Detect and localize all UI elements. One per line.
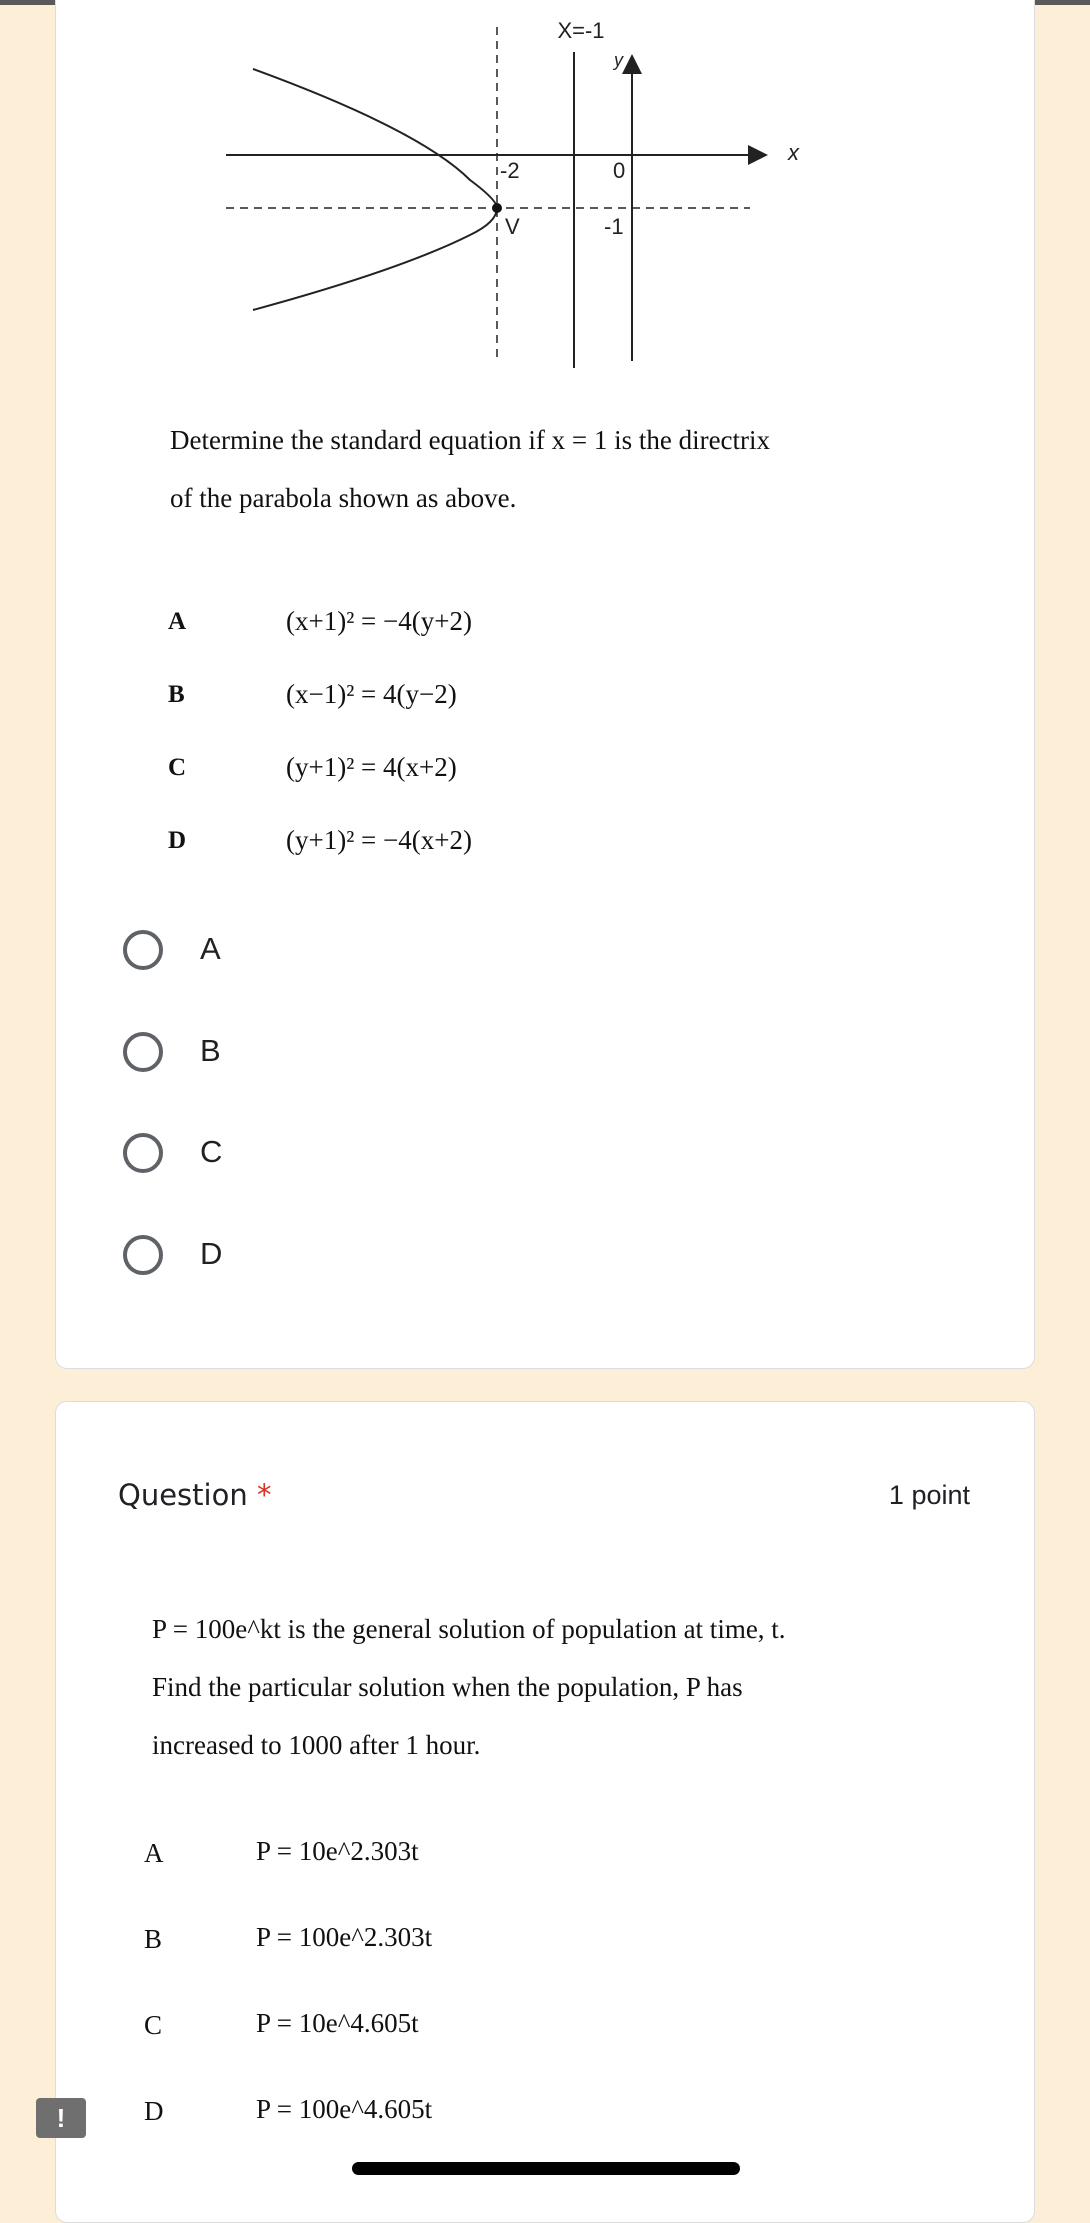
choice-label-a[interactable]: A [200,931,221,966]
radio-choice-a[interactable] [123,930,163,970]
printed-option-letter: A [168,608,187,635]
tick-0: 0 [613,158,626,183]
printed-option-equation: P = 100e^2.303t [256,1922,433,1952]
choice-label-b[interactable]: B [200,1033,221,1068]
radio-choice-b[interactable] [123,1032,163,1072]
question-title: Question * [118,1478,272,1512]
parabola-graph [0,0,1090,430]
printed-option-letter: D [168,827,187,854]
x-axis-label: x [788,140,799,165]
alert-badge-icon[interactable]: ! [36,2098,86,2138]
tick-neg1: -1 [604,214,624,239]
printed-option-letter: C [168,754,187,781]
printed-option-equation: (x+1)² = −4(y+2) [286,606,472,636]
vertex-label: V [505,214,520,239]
required-asterisk: * [256,1478,272,1512]
printed-option-letter: B [144,1924,163,1954]
vertex-point [492,203,502,213]
printed-option-letter: B [168,681,185,708]
question1-text: Determine the standard equation if x = 1 is the directrix of the parabola shown as above. [170,425,771,513]
printed-option-equation: (y+1)² = −4(x+2) [286,825,472,855]
radio-choice-d[interactable] [123,1235,163,1275]
printed-option-equation: P = 10e^4.605t [256,2008,419,2038]
printed-option-letter: C [144,2010,163,2040]
printed-option-equation: P = 100e^4.605t [256,2094,433,2124]
y-axis-label: y [614,50,623,70]
printed-option-equation: (y+1)² = 4(x+2) [286,752,457,782]
radio-choice-c[interactable] [123,1133,163,1173]
directrix-label: X=-1 [557,18,605,43]
printed-option-letter: A [144,1838,164,1868]
parabola-curve [253,69,497,310]
printed-option-letter: D [144,2096,164,2126]
choice-label-d[interactable]: D [200,1236,223,1271]
points-label: 1 point [888,1480,970,1510]
tick-neg2: -2 [500,158,520,183]
home-indicator[interactable] [352,2162,740,2175]
printed-option-equation: P = 10e^2.303t [256,1836,419,1866]
choice-label-c[interactable]: C [200,1134,223,1169]
printed-option-equation: (x−1)² = 4(y−2) [286,679,457,709]
question2-text: P = 100e^kt is the general solution of population at time, t. Find the particular solution when the population, P has increased to 1000 after 1 hour. [152,1614,786,1760]
question-card-2 [55,1401,1035,2223]
